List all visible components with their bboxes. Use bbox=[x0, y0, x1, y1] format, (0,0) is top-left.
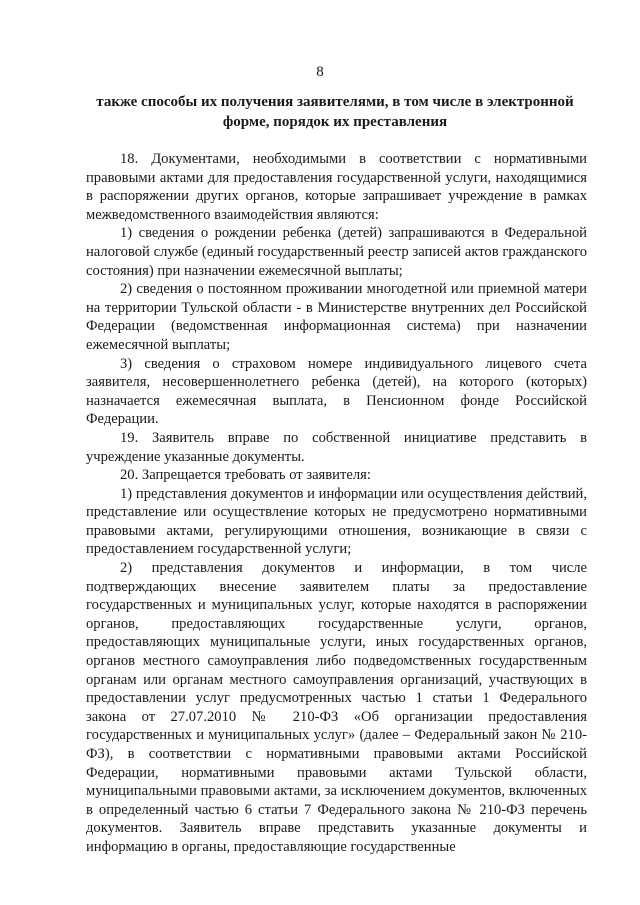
paragraph-18-item-1: 1) сведения о рождении ребенка (детей) запрашиваются в Федеральной налоговой службе (единый государственный реестр записей актов гражданского состояния) при назначении ежемесячной выплаты; bbox=[86, 225, 587, 279]
paragraph-18-item-3: 3) сведения о страховом номере индивидуального лицевого счета заявителя, несовершеннолетнего ребенка (детей), на которого (которых) назначается ежемесячная выплата, в Пенсионном фонде Российской Федерации. bbox=[86, 355, 587, 428]
paragraph-18-item-2: 2) сведения о постоянном проживании многодетной или приемной матери на территории Тульской области - в Министерстве внутренних дел Российской Федерации (ведомственная информационная система) при назначении ежемесячной выплаты; bbox=[86, 281, 587, 353]
page-number: 8 bbox=[316, 64, 324, 80]
paragraph-20: 20. Запрещается требовать от заявителя: bbox=[120, 467, 371, 484]
paragraph-20-item-1: 1) представления документов и информации или осуществления действий, представление или осуществление которых не предусмотрено нормативными правовыми актами, регулирующими отношения, возникающие в связи с предоставлением государственной услуги; bbox=[86, 485, 587, 558]
paragraph-20-item-2: 2) представления документов и информации, в том числе подтверждающих внесение заявителем платы за предоставление государственных и муниципальных услуг, которые находятся в распоряжении органов, предоставляющих государственные услуги, органов, предоставляющих муниципальные услуги, иных государственных органов, органов местного самоуправления либо подведомственных государственным органам или органам местного самоуправления организаций, участвующих в предоставлении услуг предусмотренных частью 1 статьи 1 Федерального закона от 27.07.2010 № 210-ФЗ «Об организации предоставления государственных и муниципальных услуг» (далее – Федеральный закон № 210-ФЗ), в соответствии с нормативными правовыми актами Российской Федерации, нормативными правовыми актами Тульской области, муниципальными правовыми актами, за исключением документов, включенных в определенный частью 6 статьи 7 Федерального закона № 210-ФЗ перечень документов. Заявитель вправе представить указанные документы и информацию в органы, предоставляющие государственные bbox=[86, 560, 587, 855]
document-body bbox=[86, 150, 587, 857]
section-heading: также способы их получения заявителями, в том числе в электронной форме, порядок их преставления bbox=[96, 94, 574, 130]
paragraph-18: 18. Документами, необходимыми в соответствии с нормативными правовыми актами для предоставления государственной услуги, находящимися в распоряжении других органов, которые запрашивает учреждение в рамках межведомственного взаимодействия являются: bbox=[86, 151, 587, 223]
paragraph-19: 19. Заявитель вправе по собственной инициативе представить в учреждение указанные документы. bbox=[86, 429, 587, 465]
